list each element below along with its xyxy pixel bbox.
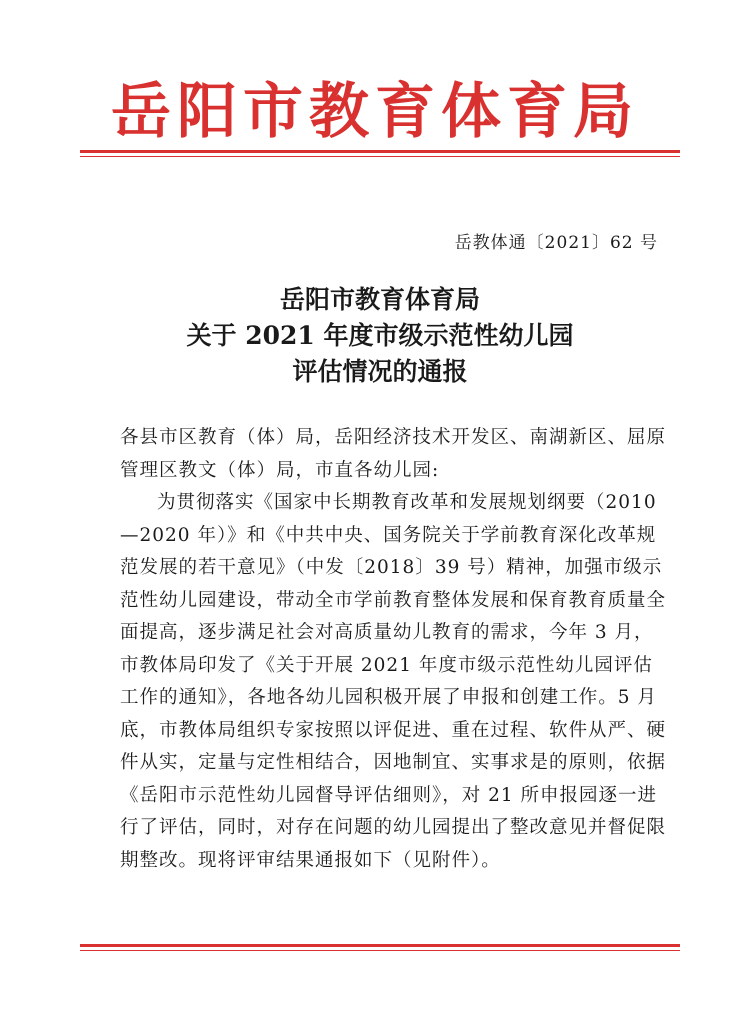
document-body bbox=[120, 422, 670, 877]
letterhead-red-rule-thick bbox=[80, 150, 680, 153]
salutation: 各县市区教育（体）局，岳阳经济技术开发区、南湖新区、屈原管理区教文（体）局，市直各幼儿园: bbox=[120, 427, 667, 481]
letterhead-red-rule-thin bbox=[80, 156, 680, 157]
letterhead-agency-name: 岳阳市教育体育局 bbox=[111, 77, 639, 147]
title-line-2: 关于 2021 年度市级示范性幼儿园 bbox=[186, 321, 574, 350]
footer-red-rule-thick bbox=[80, 944, 680, 947]
document-title bbox=[80, 282, 680, 390]
title-line-3: 评估情况的通报 bbox=[292, 357, 468, 386]
body-paragraph: 为贯彻落实《国家中长期教育改革和发展规划纲要（2010—2020 年）》和《中共中央、国务院关于学前教育深化改革规范发展的若干意见》（中发〔2018〕39 号）精神，加强市级示范性幼儿园建设，带动全市学前教育整体发展和保育教育质量全面提高，逐步满足社会对高质量幼儿教育的需求，今年 3 月，市教体局印发了《关于开展 2021 年度市级示范性幼儿园评估工作的通知》，各地各幼儿园积极开展了申报和创建工作。5 月底，市教体局组织专家按照以评促进、重在过程、软件从严、硬件从实，定量与定性相结合，因地制宜、实事求是的原则，依据《岳阳市示范性幼儿园督导评估细则》，对 21 所申报园逐一进行了评估，同时，对存在问题的幼儿园提出了整改意见并督促限期整改。现将评审结果通报如下（见附件）。 bbox=[120, 492, 667, 871]
footer-red-rule-thin bbox=[80, 950, 680, 951]
title-line-1: 岳阳市教育体育局 bbox=[279, 285, 480, 314]
document-number: 岳教体通〔2021〕62 号 bbox=[454, 233, 658, 253]
